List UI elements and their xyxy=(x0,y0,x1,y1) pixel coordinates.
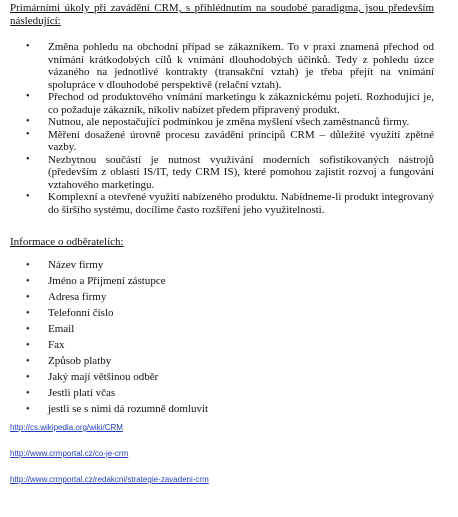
list-item-text: Jaký mají většinou odběr xyxy=(48,371,159,383)
bullet-icon: • xyxy=(26,260,30,271)
list-item xyxy=(10,259,310,275)
bullet-icon: • xyxy=(26,356,30,367)
bullet-icon: • xyxy=(26,308,30,319)
info-heading: Informace o odběratelích: xyxy=(10,236,124,248)
list-item xyxy=(10,403,310,419)
bullet-icon: • xyxy=(26,292,30,303)
bullet-icon: • xyxy=(26,340,30,351)
list-item-text: Telefonní číslo xyxy=(48,307,114,319)
reference-links xyxy=(10,423,209,501)
bullet-icon: • xyxy=(26,116,30,127)
bullet-icon: • xyxy=(26,388,30,399)
link-crmportal-strategie[interactable]: http://www.crmportal.cz/redakcni/strategie-zavadeni-crm xyxy=(10,475,209,484)
link-wikipedia-crm[interactable]: http://cs.wikipedia.org/wiki/CRM xyxy=(10,423,123,432)
bullet-icon: • xyxy=(26,191,30,202)
list-item xyxy=(10,323,310,339)
list-item xyxy=(10,387,310,403)
list-item-text: Jméno a Příjmení zástupce xyxy=(48,275,166,287)
list-item-text: Způsob platby xyxy=(48,355,112,367)
bullet-icon: • xyxy=(26,372,30,383)
bullet-icon: • xyxy=(26,153,30,165)
list-item-text: jestli se s nimi dá rozumně domluvit xyxy=(48,403,209,415)
list-item-text: Nutnou, ale nepostačující podmínkou je změna myšlení všech zaměstnanců firmy. xyxy=(48,116,410,128)
list-item xyxy=(10,355,310,371)
bullet-icon: • xyxy=(26,91,30,102)
list-item-text: Email xyxy=(48,323,75,335)
bullet-icon: • xyxy=(26,128,30,140)
bullet-icon: • xyxy=(26,41,30,52)
list-item-text: Měření dosažené úrovně procesu zavádění principů CRM – důležité využití zpětné vazby. xyxy=(48,128,434,153)
crm-tasks-list xyxy=(10,41,434,216)
bullet-icon: • xyxy=(26,276,30,287)
list-item-text: Přechod od produktového vnímání marketingu k zákaznickému pojetí. Rozhodující je, co požaduje zákazník, nikoliv nabízet předem připravený produkt. xyxy=(48,91,434,116)
list-item xyxy=(10,371,310,387)
list-item-text: Adresa firmy xyxy=(48,291,107,303)
list-item xyxy=(10,339,310,355)
list-item-text: Komplexní a otevřené využití nabízeného produktu. Nabídneme-li produkt integrovaný do širšího systému, docílíme často rozšíření jeho využitelnosti. xyxy=(48,191,434,216)
link-crmportal-co-je-crm[interactable]: http://www.crmportal.cz/co-je-crm xyxy=(10,449,129,458)
list-item-text: Jestli platí včas xyxy=(48,387,116,399)
list-item xyxy=(10,116,434,129)
bullet-icon: • xyxy=(26,324,30,335)
bullet-icon: • xyxy=(26,404,30,415)
list-item xyxy=(10,307,310,323)
list-item xyxy=(10,41,434,91)
list-item-text: Změna pohledu na obchodní případ se zákazníkem. To v praxi znamená přechod od vnímání krátkodobých cílů k vnímání dlouhodobých účinků. Tedy z pohledu úzce vázaného na jednotlivé kontrakty (transakční vztah) je třeba přejít na vnímání spolupráce v dlouhodobé perspektivě (relační vztah). xyxy=(48,41,434,91)
list-item xyxy=(10,154,434,192)
list-item xyxy=(10,91,434,116)
customer-info-list xyxy=(10,259,310,419)
list-item-text: Nezbytnou součástí je nutnost využívání moderních sofistikovaných nástrojů (především z oblasti IS/IT, tedy CRM IS), které pomohou zajistit rozvoj a fungování vztahového marketingu. xyxy=(48,153,434,191)
list-item-text: Fax xyxy=(48,339,65,351)
list-item xyxy=(10,275,310,291)
list-item xyxy=(10,291,310,307)
intro-paragraph: Primárními úkoly při zavádění CRM, s přihlédnutím na soudobé paradigma, jsou především následující: xyxy=(10,2,434,27)
list-item xyxy=(10,129,434,154)
list-item xyxy=(10,191,434,216)
list-item-text: Název firmy xyxy=(48,259,104,271)
